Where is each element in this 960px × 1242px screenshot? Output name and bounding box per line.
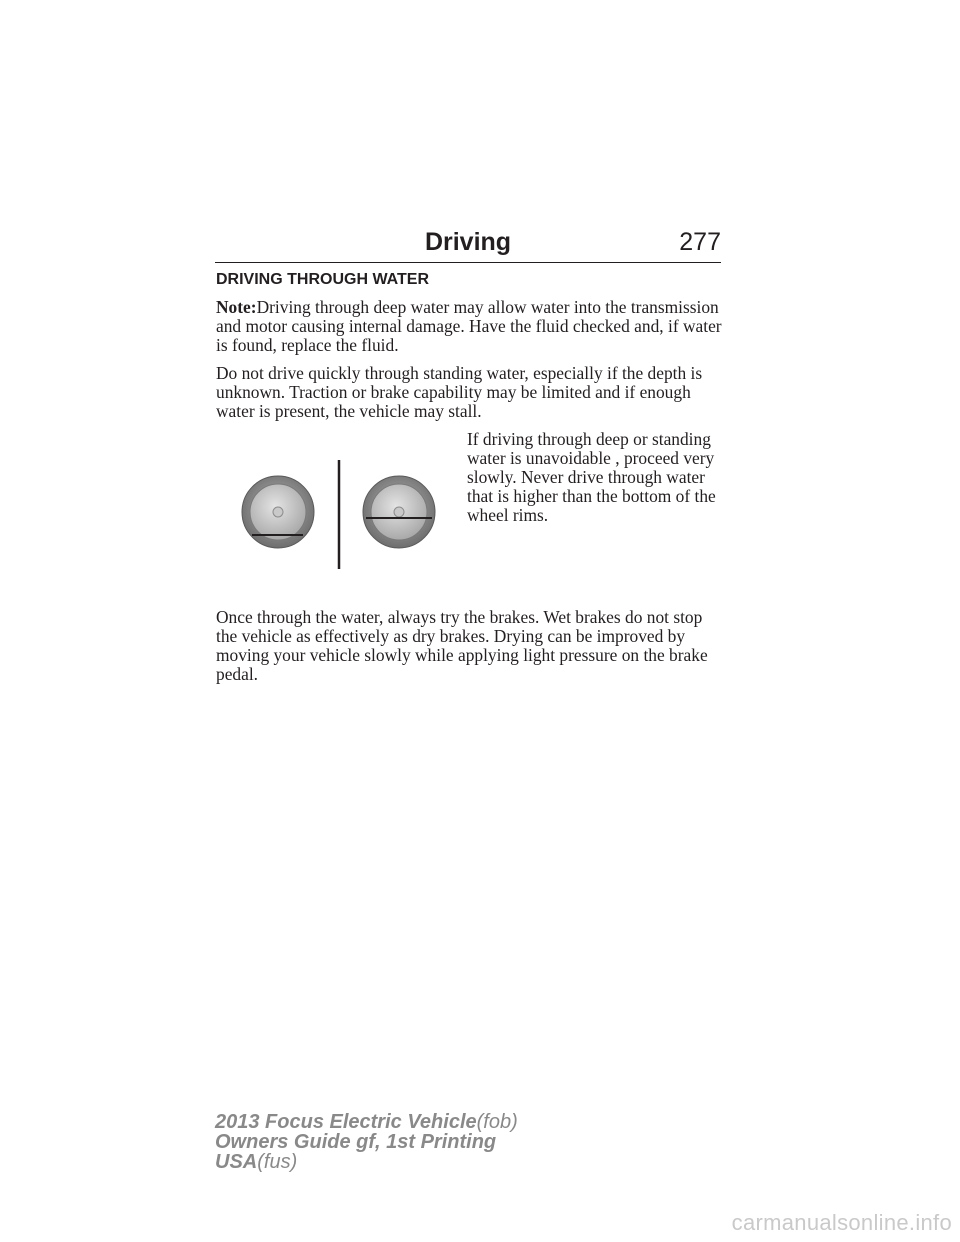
main-content — [216, 270, 722, 693]
page-header — [215, 226, 721, 263]
left-wheel-icon — [242, 476, 314, 548]
footer-market-code: (fus) — [257, 1151, 298, 1173]
footer-line-1 — [215, 1112, 518, 1132]
footer-line-3 — [215, 1152, 518, 1172]
page-title: Driving — [424, 228, 512, 256]
section-heading: DRIVING THROUGH WATER — [216, 271, 430, 288]
page-number: 277 — [679, 228, 721, 256]
note-text: Driving through deep water may allow water into the transmission and motor causing internal damage. Have the fluid checked and, if water is found, replace the fluid. — [216, 297, 722, 355]
footer-model-code: (fob) — [476, 1111, 518, 1133]
footer-market: USA — [215, 1151, 258, 1173]
footer-model: 2013 Focus Electric Vehicle — [215, 1111, 477, 1133]
footer-line-2 — [215, 1132, 518, 1152]
footer-printing: Owners Guide gf, 1st Printing — [215, 1131, 497, 1153]
paragraph-brakes: Once through the water, always try the brakes. Wet brakes do not stop the vehicle as effectively as dry brakes. Drying can be improved by moving your vehicle slowly while applying light pressure on the brake pedal. — [216, 607, 708, 684]
right-wheel-icon — [363, 476, 435, 548]
paragraph-standing-water: Do not drive quickly through standing water, especially if the depth is unknown. Traction or brake capability may be limited and if enough water is present, the vehicle may stall. — [216, 363, 703, 421]
wheel-water-level-icon — [239, 452, 439, 572]
figure-caption: If driving through deep or standing water is unavoidable , proceed very slowly. Never drive through water that is higher than the bottom of the wheel rims. — [467, 429, 716, 525]
note-paragraph — [216, 298, 722, 355]
figure-block — [216, 430, 722, 608]
document-footer — [215, 1112, 518, 1172]
note-label: Note: — [216, 297, 257, 317]
watermark: carmanualsonline.info — [731, 1210, 952, 1235]
